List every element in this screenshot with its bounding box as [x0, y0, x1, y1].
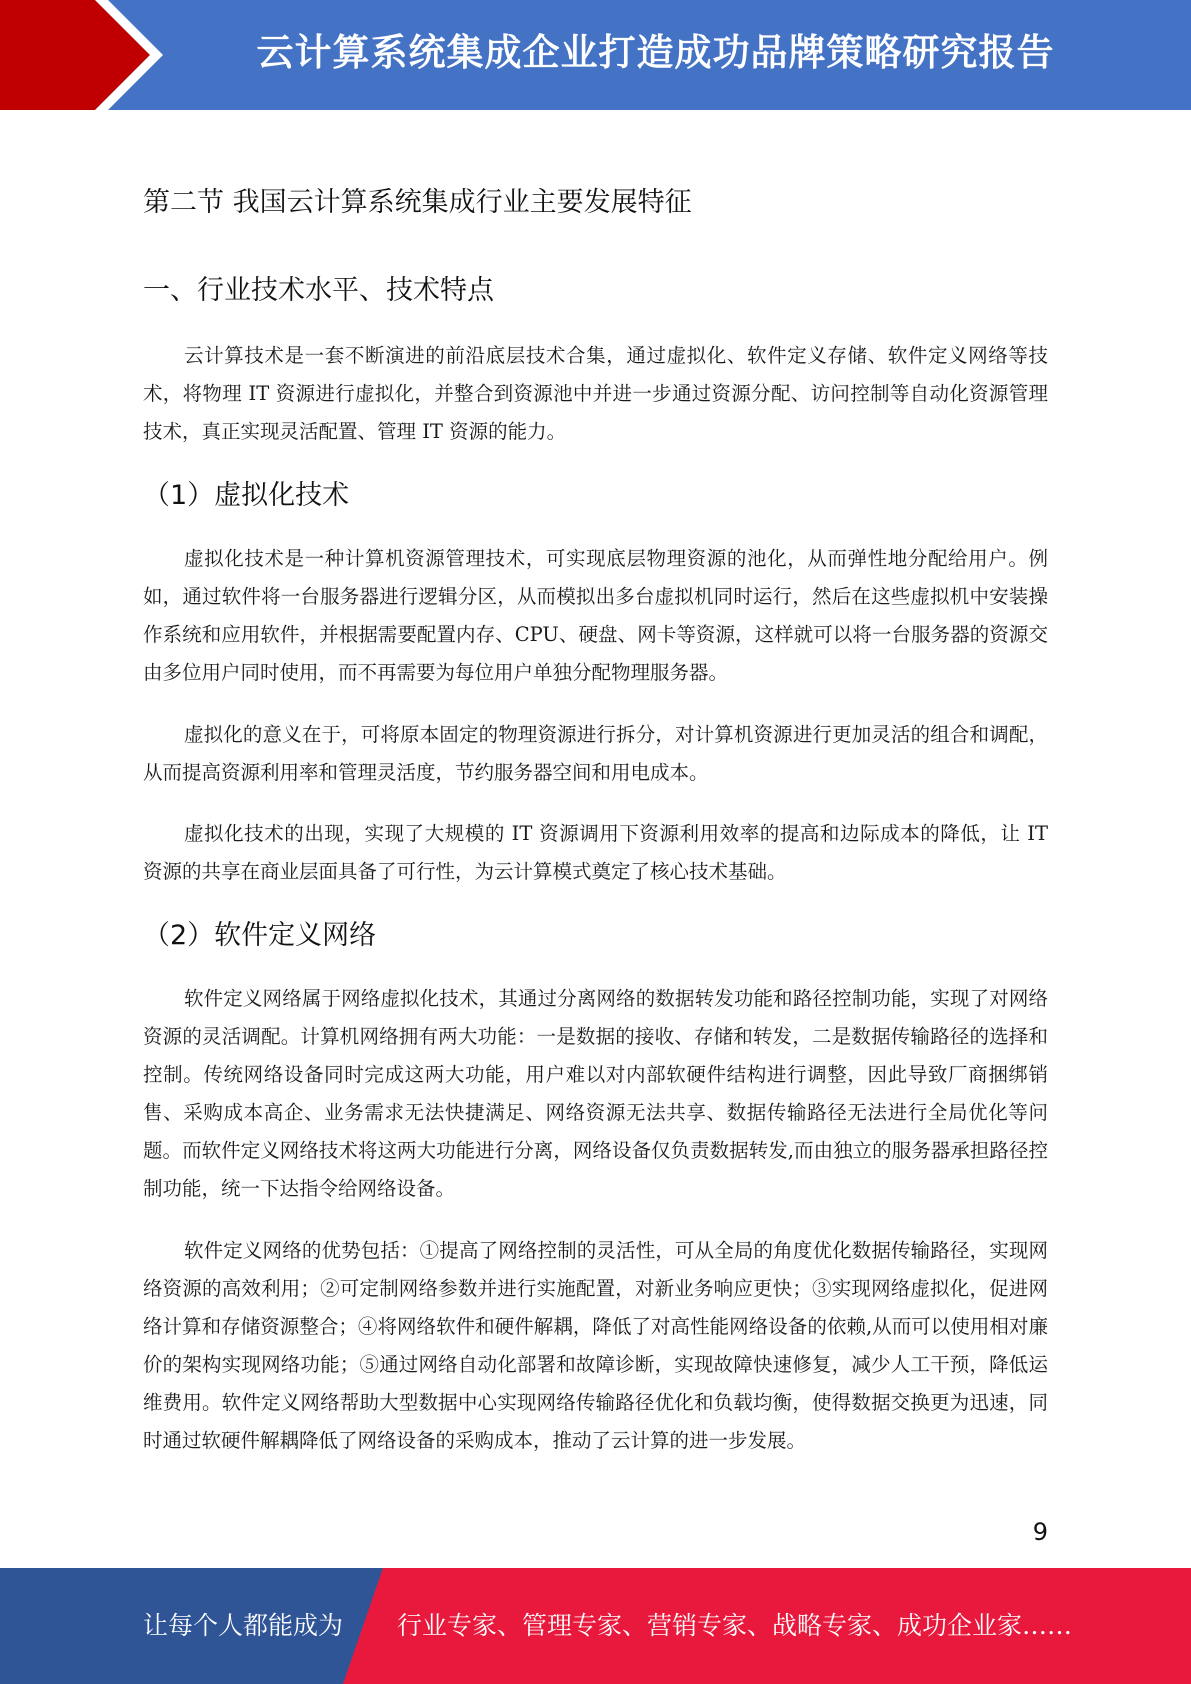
section-title: 第二节 我国云计算系统集成行业主要发展特征: [143, 187, 692, 218]
virtualization-paragraph-2: 虚拟化的意义在于，可将原本固定的物理资源进行拆分，对计算机资源进行更加灵活的组合和调配，从而提高资源利用率和管理灵活度，节约服务器空间和用电成本。: [143, 723, 1048, 784]
paragraph-intro: 云计算技术是一套不断演进的前沿底层技术合集，通过虚拟化、软件定义存储、软件定义网络等技术，将物理 IT 资源进行虚拟化，并整合到资源池中并进一步通过资源分配、访问控制等自动化资源管理技术，真正实现灵活配置、管理 IT 资源的能力。: [143, 344, 1048, 443]
page-number: 9: [1032, 1518, 1048, 1546]
virtualization-paragraph-1: 虚拟化技术是一种计算机资源管理技术，可实现底层物理资源的池化，从而弹性地分配给用户。例如，通过软件将一台服务器进行逻辑分区，从而模拟出多台虚拟机同时运行，然后在这些虚拟机中安装操作系统和应用软件，并根据需要配置内存、CPU、硬盘、网卡等资源，这样就可以将一台服务器的资源交由多位用户同时使用，而不再需要为每位用户单独分配物理服务器。: [143, 547, 1048, 684]
sdn-heading: （2）软件定义网络: [143, 920, 377, 951]
sdn-paragraph-1: 软件定义网络属于网络虚拟化技术，其通过分离网络的数据转发功能和路径控制功能，实现了对网络资源的灵活调配。计算机网络拥有两大功能：一是数据的接收、存储和转发，二是数据传输路径的选择和控制。传统网络设备同时完成这两大功能，用户难以对内部软硬件结构进行调整，因此导致厂商捆绑销售、采购成本高企、业务需求无法快捷满足、网络资源无法共享、数据传输路径无法进行全局优化等问题。而软件定义网络技术将这两大功能进行分离，网络设备仅负责数据转发,而由独立的服务器承担路径控制功能，统一下达指令给网络设备。: [143, 987, 1048, 1200]
report-title: 云计算系统集成企业打造成功品牌策略研究报告: [256, 31, 1055, 74]
footer-slogan-left: 让每个人都能成为: [143, 1611, 344, 1640]
virtualization-heading: （1）虚拟化技术: [143, 480, 350, 511]
footer-banner: [0, 1568, 1191, 1684]
footer-slogan-right: 行业专家、管理专家、营销专家、战略专家、成功企业家……: [397, 1611, 1073, 1640]
header-banner: [0, 0, 1191, 110]
sdn-paragraph-2: 软件定义网络的优势包括：①提高了网络控制的灵活性，可从全局的角度优化数据传输路径，实现网络资源的高效利用；②可定制网络参数并进行实施配置，对新业务响应更快；③实现网络虚拟化，促进网络计算和存储资源整合；④将网络软件和硬件解耦，降低了对高性能网络设备的依赖,从而可以使用相对廉价的架构实现网络功能；⑤通过网络自动化部署和故障诊断，实现故障快速修复，减少人工干预，降低运维费用。软件定义网络帮助大型数据中心实现网络传输路径优化和负载均衡，使得数据交换更为迅速，同时通过软硬件解耦降低了网络设备的采购成本，推动了云计算的进一步发展。: [143, 1239, 1048, 1452]
virtualization-paragraph-3: 虚拟化技术的出现，实现了大规模的 IT 资源调用下资源利用效率的提高和边际成本的降低，让 IT 资源的共享在商业层面具备了可行性，为云计算模式奠定了核心技术基础。: [143, 822, 1048, 883]
subsection-title: 一、行业技术水平、技术特点: [143, 275, 494, 306]
